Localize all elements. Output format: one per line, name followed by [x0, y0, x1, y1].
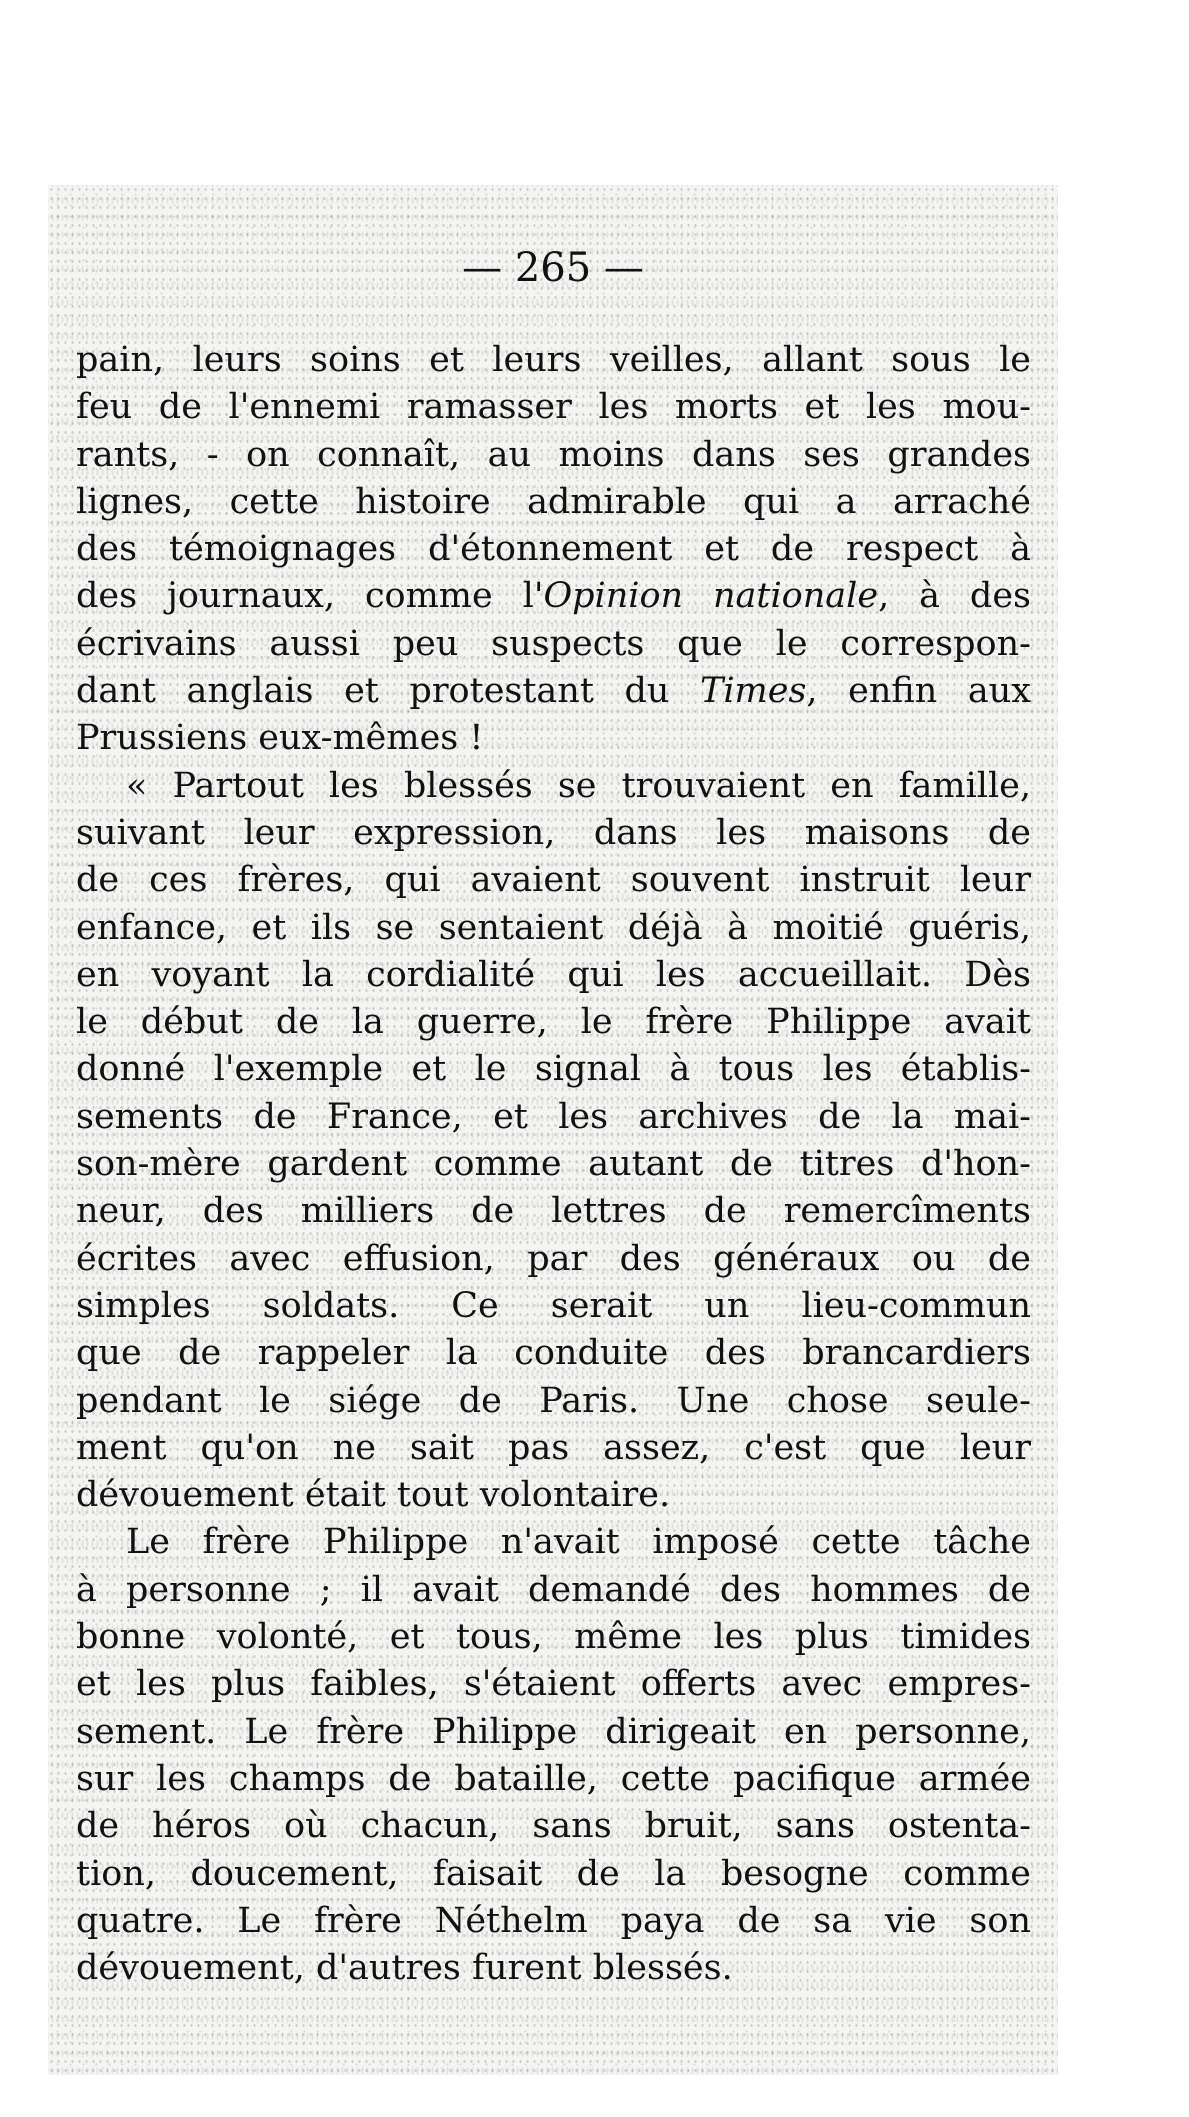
text-line: pendant le siége de Paris. Une chose seule-	[76, 1380, 1031, 1421]
text-line: donné l'exemple et le signal à tous les établis-	[76, 1049, 1031, 1090]
text-line: écrites avec effusion, par des généraux ou de	[76, 1238, 1031, 1279]
text-line: pain, leurs soins et leurs veilles, allant sous le	[76, 340, 1031, 380]
text-line: de héros où chacun, sans bruit, sans ostenta-	[76, 1806, 1031, 1847]
text-line: suivant leur expression, dans les maisons de	[76, 812, 1031, 853]
text-line: « Partout les blessés se trouvaient en famille,	[126, 765, 1031, 806]
italic-title: Opinion nationale	[543, 576, 879, 617]
text-line: tion, doucement, faisait de la besogne comme	[76, 1853, 1031, 1894]
text-line: ment qu'on ne sait pas assez, c'est que leur	[76, 1427, 1031, 1468]
text-line: dévouement, d'autres furent blessés.	[76, 1948, 733, 1989]
page-number: — 265 —	[462, 245, 644, 291]
text-segment: , à des	[878, 576, 1031, 617]
text-segment: , enfin aux	[806, 671, 1031, 712]
text-line: sur les champs de bataille, cette pacifique armée	[76, 1758, 1031, 1799]
text-line: à personne ; il avait demandé des hommes de	[76, 1569, 1031, 1610]
text-line: de ces frères, qui avaient souvent instruit leur	[76, 860, 1031, 901]
text-line: dévouement était tout volontaire.	[76, 1475, 671, 1516]
text-line: des témoignages d'étonnement et de respect à	[76, 529, 1031, 570]
text-line: sements de France, et les archives de la mai-	[76, 1096, 1031, 1137]
text-line: bonne volonté, et tous, même les plus timides	[76, 1617, 1031, 1658]
text-line	[76, 573, 1031, 620]
italic-title: Times	[700, 671, 807, 712]
text-line: neur, des milliers de lettres de remercîments	[76, 1191, 1031, 1232]
text-line: lignes, cette histoire admirable qui a arraché	[76, 481, 1031, 522]
text-line: en voyant la cordialité qui les accueillait. Dès	[76, 954, 1031, 995]
text-segment: dant anglais et protestant du	[76, 671, 701, 712]
book-page	[48, 185, 1058, 2075]
text-segment: des journaux, comme l'	[76, 576, 544, 617]
text-line: son-mère gardent comme autant de titres d'hon-	[76, 1144, 1031, 1185]
text-line: Prussiens eux-mêmes !	[76, 718, 484, 759]
text-line: quatre. Le frère Néthelm paya de sa vie son	[76, 1900, 1031, 1941]
text-line: feu de l'ennemi ramasser les morts et les mou-	[76, 387, 1031, 428]
text-line: rants, - on connaît, au moins dans ses grandes	[76, 434, 1031, 475]
text-line: écrivains aussi peu suspects que le correspon-	[76, 623, 1031, 664]
text-line: enfance, et ils se sentaient déjà à moitié guéris,	[76, 907, 1031, 948]
text-line: sement. Le frère Philippe dirigeait en personne,	[76, 1711, 1031, 1752]
page-text	[76, 337, 1031, 1992]
text-line: Le frère Philippe n'avait imposé cette tâche	[126, 1522, 1031, 1563]
text-line: simples soldats. Ce serait un lieu-commun	[76, 1285, 1031, 1326]
text-line: que de rappeler la conduite des brancardiers	[76, 1333, 1031, 1374]
text-line: et les plus faibles, s'étaient offerts avec empres-	[76, 1664, 1031, 1705]
text-line	[76, 668, 1031, 715]
text-line: le début de la guerre, le frère Philippe avait	[76, 1002, 1031, 1043]
